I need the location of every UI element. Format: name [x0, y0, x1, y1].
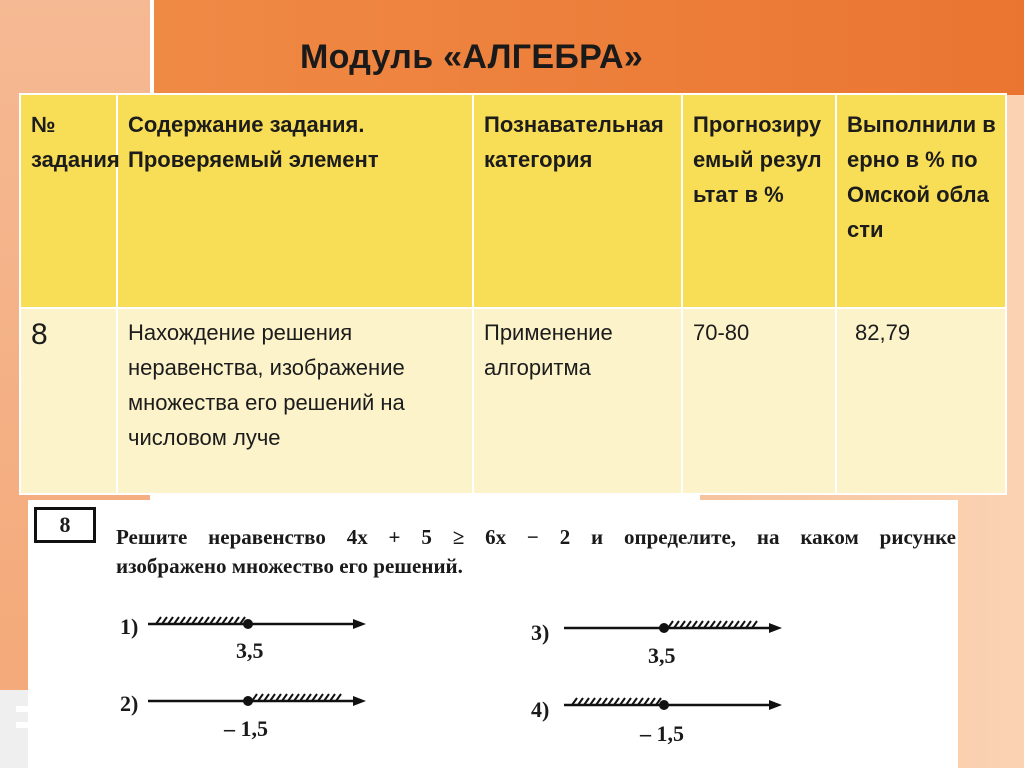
cell-content: Нахождение решения неравенства, изображение множества его решений на числовом луче	[117, 308, 473, 494]
header-cell-category: Познавательная категория	[473, 94, 682, 308]
task-number-box: 8	[34, 507, 96, 543]
option-3-number-line	[564, 614, 784, 644]
cell-actual: 82,79	[836, 308, 1006, 494]
header-cell-content: Содержание задания. Проверяемый элемент	[117, 94, 473, 308]
table-row	[20, 308, 1006, 494]
cell-category: Применение алгоритма	[473, 308, 682, 494]
cell-number: 8	[20, 308, 117, 494]
slide-title: Модуль «АЛГЕБРА»	[300, 38, 644, 76]
header-cell-actual: Выполнили верно в % по Омской области	[836, 94, 1006, 308]
option-3-label: 3)	[531, 620, 550, 645]
option-1-value: 3,5	[236, 638, 264, 663]
task-scan	[28, 500, 958, 768]
option-4-number-line	[564, 691, 784, 721]
table-header-row	[20, 94, 1006, 308]
task-text-line2: изображено множество его решений.	[116, 554, 463, 578]
task-table	[19, 93, 1007, 495]
option-2-value: – 1,5	[224, 716, 268, 741]
header-cell-number: № задания	[20, 94, 117, 308]
option-4-value: – 1,5	[640, 721, 684, 746]
option-4-label: 4)	[531, 697, 550, 722]
option-1-label: 1)	[120, 614, 139, 639]
cell-forecast: 70-80	[682, 308, 836, 494]
option-2-number-line	[148, 687, 368, 717]
option-2-label: 2)	[120, 691, 139, 716]
task-text-line1: Решите неравенство 4x + 5 ≥ 6x − 2 и определите, на каком рисунке	[116, 525, 956, 549]
option-1-number-line	[148, 610, 368, 640]
option-3-value: 3,5	[648, 643, 676, 668]
header-cell-forecast: Прогнозируемый результат в %	[682, 94, 836, 308]
